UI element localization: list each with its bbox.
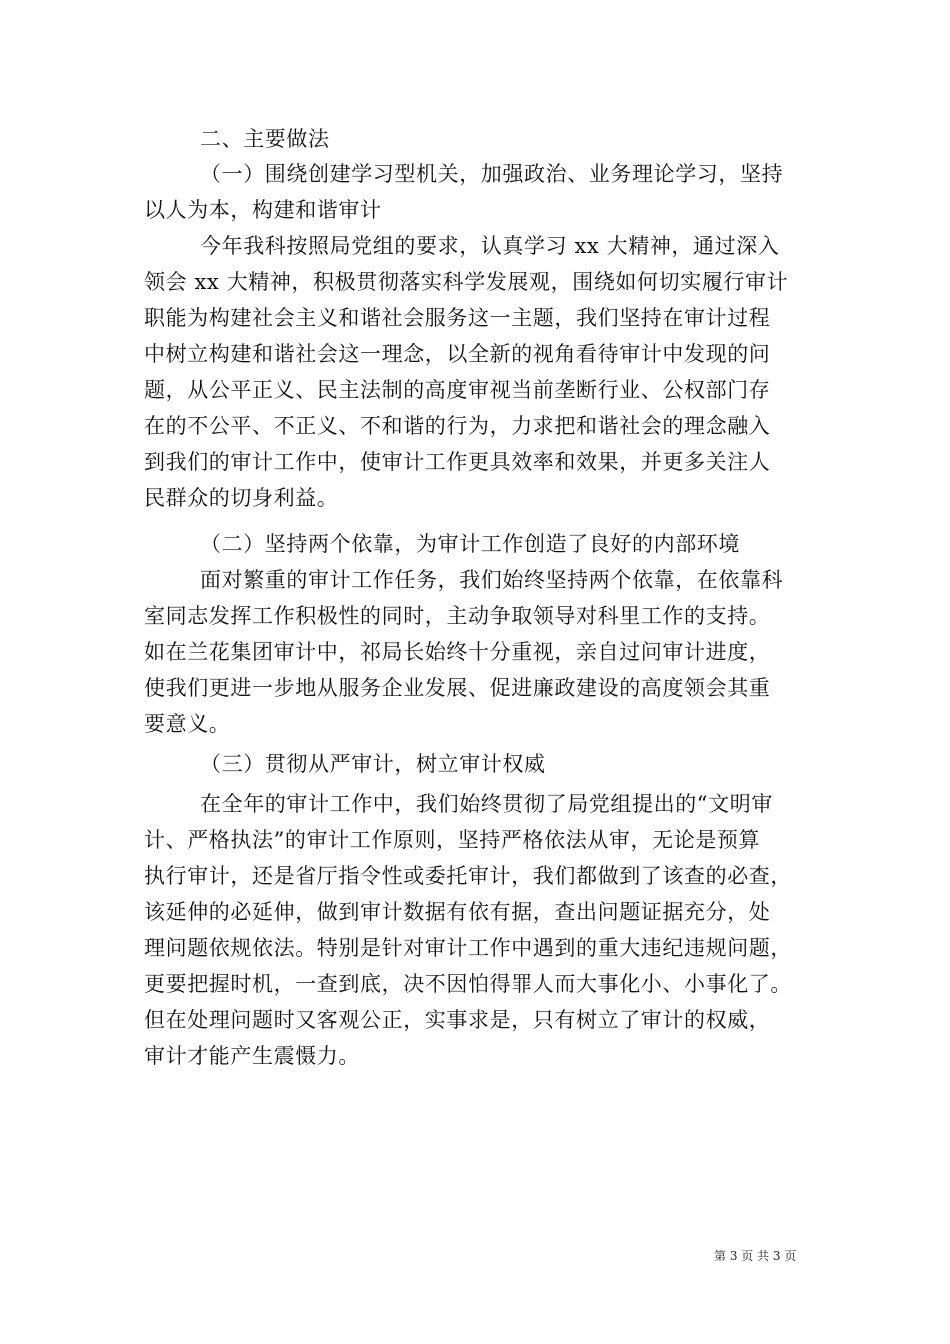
- paragraph-line: 但在处理问题时又客观公正，实事求是，只有树立了审计的权威，: [144, 1008, 771, 1032]
- subsection-heading-2: （二）坚持两个依靠，为审计工作创造了良好的内部环境: [200, 532, 740, 556]
- subsection-heading-1: （一）围绕创建学习型机关，加强政治、业务理论学习，坚持: [200, 162, 784, 186]
- paragraph-line: 题，从公平正义、民主法制的高度审视当前垄断行业、公权部门存: [144, 378, 771, 402]
- paragraph-line: 在的不公平、不正义、不和谐的行为，力求把和谐社会的理念融入: [144, 414, 771, 438]
- paragraph-line: 在全年的审计工作中，我们始终贯彻了局党组提出的“文明审: [200, 792, 773, 816]
- paragraph-line: 到我们的审计工作中，使审计工作更具效率和效果，并更多关注人: [144, 450, 771, 474]
- paragraph-line: 理问题依规依法。特别是针对审计工作中遇到的重大违纪违规问题，: [144, 936, 792, 960]
- subsection-heading-1-cont: 以人为本，构建和谐审计: [144, 198, 382, 222]
- paragraph-line: 面对繁重的审计工作任务，我们始终坚持两个依靠，在依靠科: [200, 568, 784, 592]
- paragraph-line: 要意义。: [144, 712, 231, 736]
- paragraph-line: 职能为构建社会主义和谐社会服务这一主题，我们坚持在审计过程: [144, 306, 771, 330]
- paragraph-line: 审计才能产生震慑力。: [144, 1044, 360, 1068]
- paragraph-line: 使我们更进一步地从服务企业发展、促进廉政建设的高度领会其重: [144, 676, 771, 700]
- paragraph-line: 如在兰花集团审计中，祁局长始终十分重视，亲自过问审计进度，: [144, 640, 771, 664]
- paragraph-line: 民群众的切身利益。: [144, 486, 339, 510]
- section-heading: 二、主要做法: [200, 127, 330, 151]
- subsection-heading-3: （三）贯彻从严审计，树立审计权威: [200, 752, 546, 776]
- paragraph-line: 该延伸的必延伸，做到审计数据有依有据，查出问题证据充分，处: [144, 900, 771, 924]
- paragraph-line: 计、严格执法”的审计工作原则，坚持严格依法从审，无论是预算: [144, 828, 761, 852]
- paragraph-line: 中树立构建和谐社会这一理念，以全新的视角看待审计中发现的问: [144, 342, 771, 366]
- paragraph-line: 执行审计，还是省厅指令性或委托审计，我们都做到了该查的必查，: [144, 864, 792, 888]
- paragraph-line: 更要把握时机，一查到底，决不因怕得罪人而大事化小、小事化了。: [144, 972, 792, 996]
- paragraph-line: 今年我科按照局党组的要求，认真学习 xx 大精神，通过深入: [200, 234, 780, 258]
- paragraph-line: 室同志发挥工作积极性的同时，主动争取领导对科里工作的支持。: [144, 604, 771, 628]
- paragraph-line: 领会 xx 大精神，积极贯彻落实科学发展观，围绕如何切实履行审计: [144, 270, 789, 294]
- page-number: 第 3 页 共 3 页: [714, 1249, 797, 1263]
